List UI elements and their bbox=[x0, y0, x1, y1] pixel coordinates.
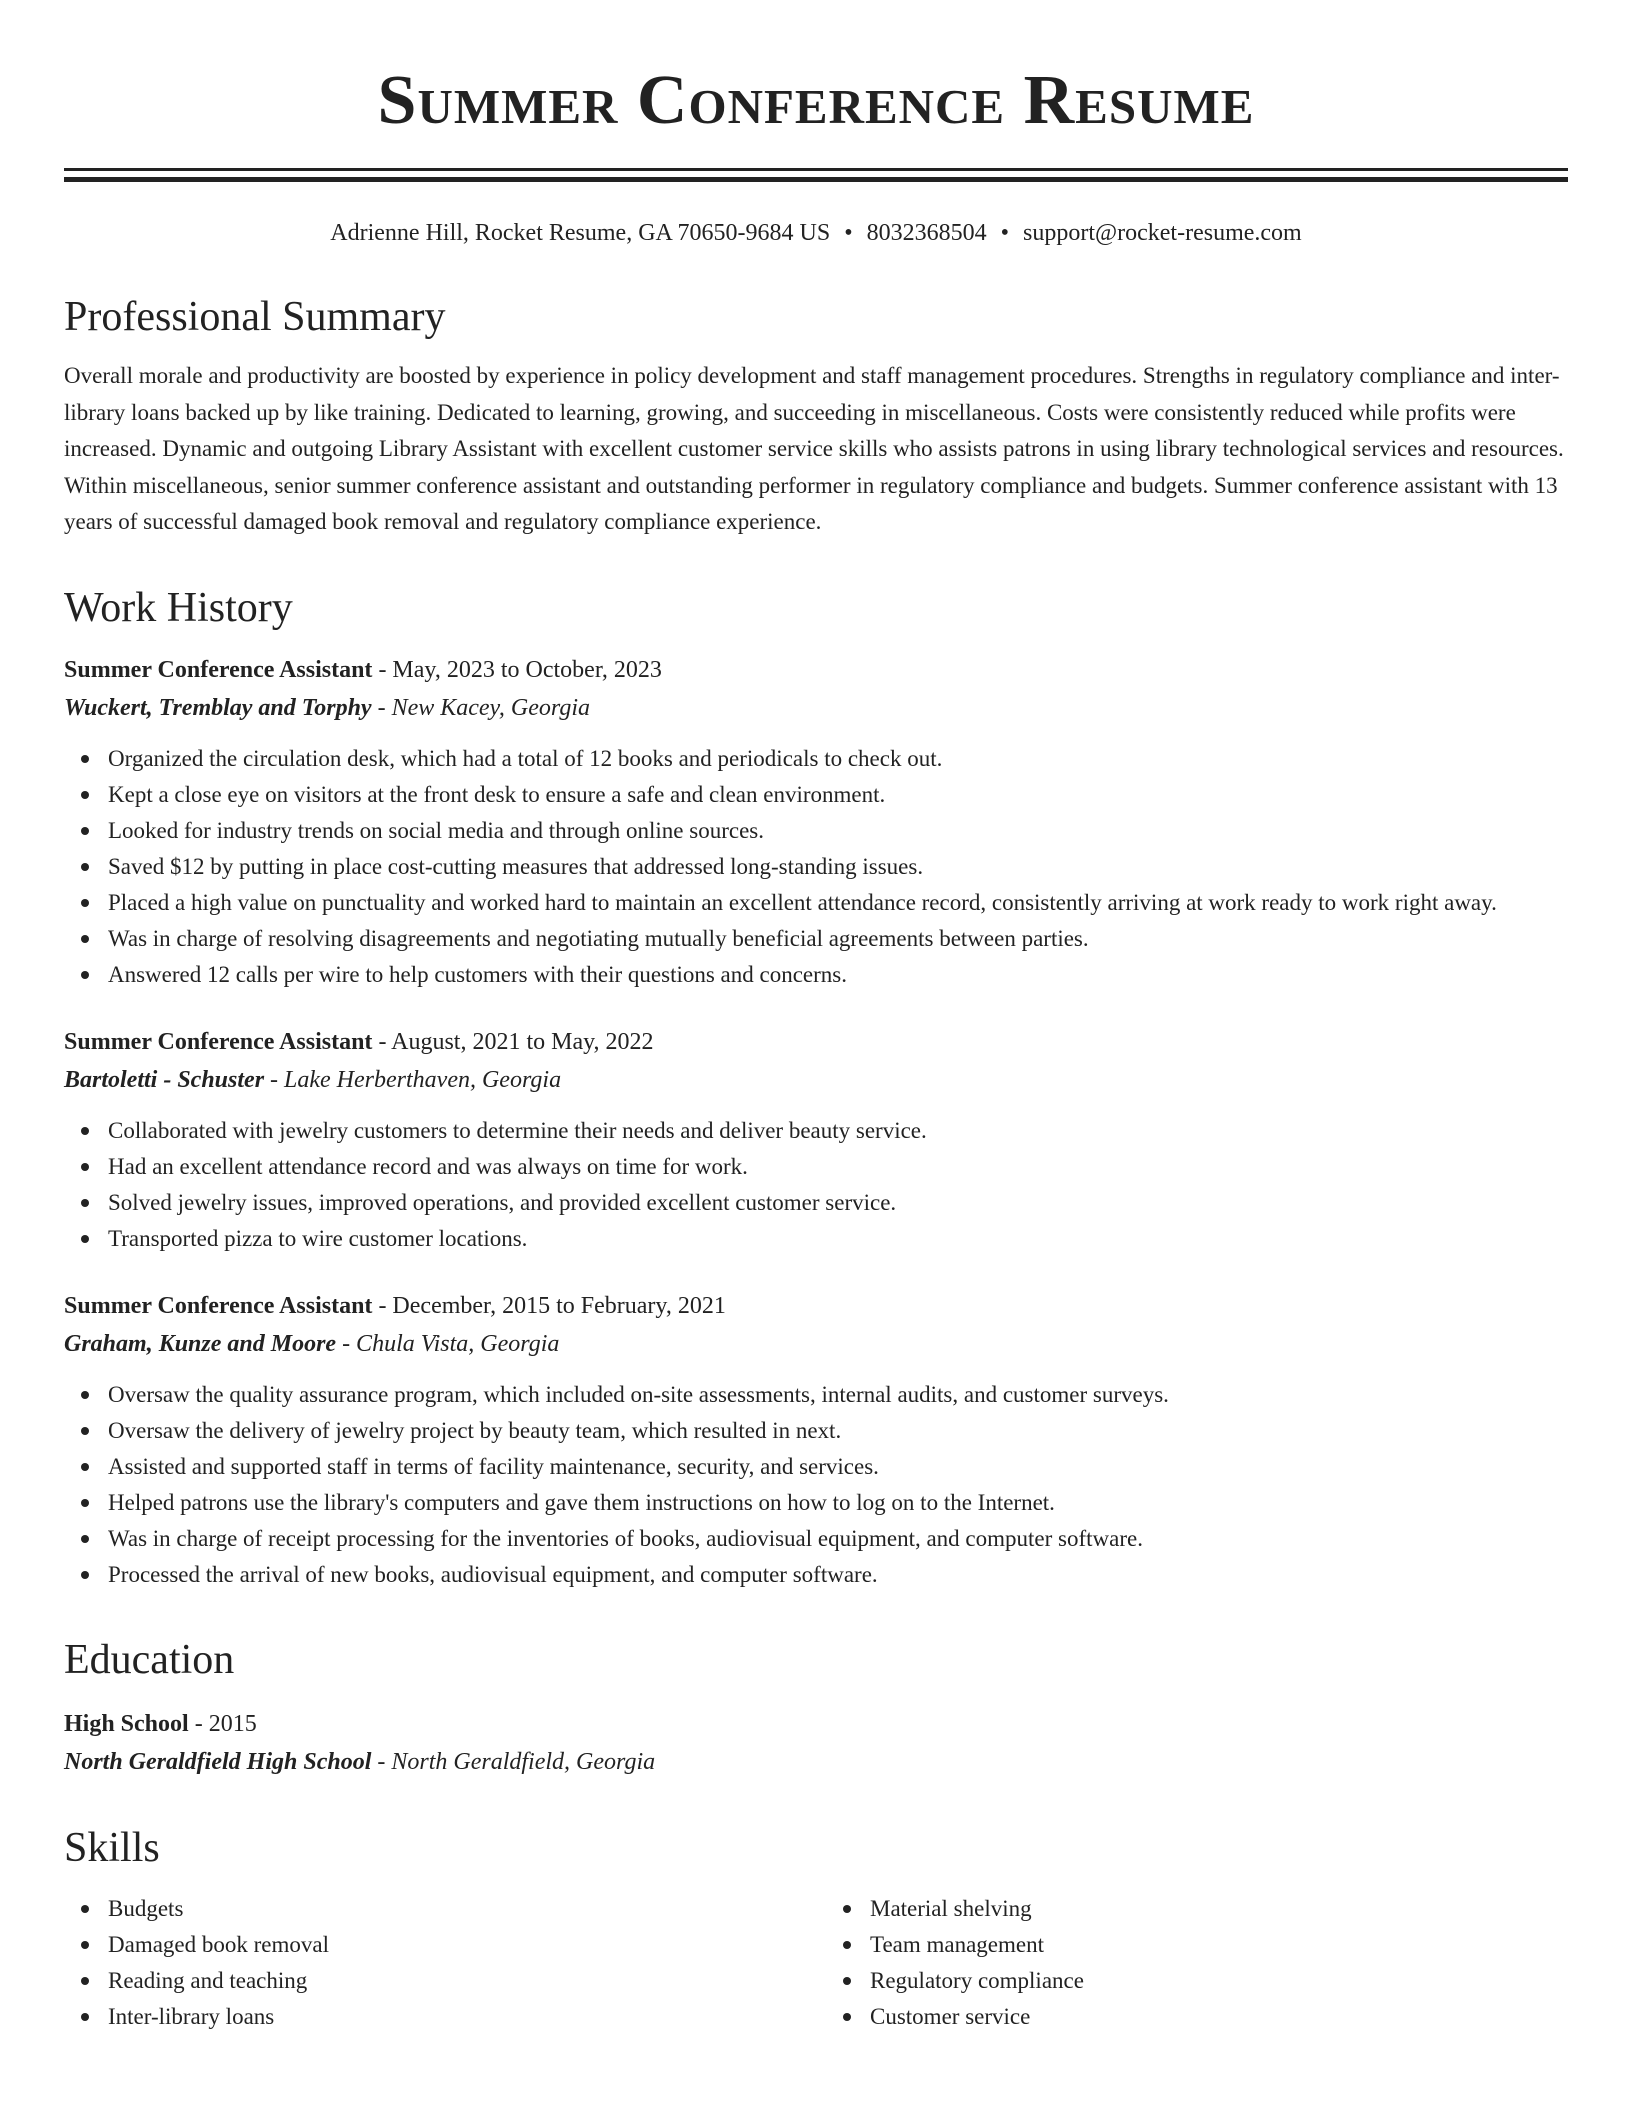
list-item: Helped patrons use the library's computers and gave them instructions on how to log on to the Internet. bbox=[64, 1485, 1568, 1521]
list-item: Solved jewelry issues, improved operations, and provided excellent customer service. bbox=[64, 1185, 1568, 1221]
education-entry bbox=[64, 1705, 1568, 1781]
list-item: Oversaw the quality assurance program, which included on-site assessments, internal audits, and customer surveys. bbox=[64, 1377, 1568, 1413]
list-item: Answered 12 calls per wire to help customers with their questions and concerns. bbox=[64, 957, 1568, 993]
skills-list-left bbox=[64, 1891, 806, 2035]
job-entry bbox=[64, 1023, 1568, 1257]
job-title: Summer Conference Assistant bbox=[64, 656, 373, 683]
company-name: Bartoletti - Schuster bbox=[64, 1066, 265, 1093]
job-entry bbox=[64, 651, 1568, 993]
degree: High School bbox=[64, 1710, 189, 1737]
job-title-line bbox=[64, 1023, 1568, 1061]
company-location: - Lake Herberthaven, Georgia bbox=[264, 1066, 562, 1093]
skills-list-right bbox=[826, 1891, 1568, 2035]
list-item: Placed a high value on punctuality and worked hard to maintain an excellent attendance record, consistently arriving at work ready to work right away. bbox=[64, 885, 1568, 921]
skill-item: Damaged book removal bbox=[64, 1927, 806, 1963]
list-item: Had an excellent attendance record and was always on time for work. bbox=[64, 1149, 1568, 1185]
title-rule-thick bbox=[64, 177, 1568, 182]
list-item: Saved $12 by putting in place cost-cutting measures that addressed long-standing issues. bbox=[64, 849, 1568, 885]
list-item: Transported pizza to wire customer locations. bbox=[64, 1221, 1568, 1257]
job-duties-list bbox=[64, 1113, 1568, 1257]
list-item: Oversaw the delivery of jewelry project by beauty team, which resulted in next. bbox=[64, 1413, 1568, 1449]
resume-page bbox=[64, 0, 1568, 2035]
resume-title: Summer Conference Resume bbox=[377, 62, 1255, 139]
list-item: Was in charge of resolving disagreements and negotiating mutually beneficial agreements between parties. bbox=[64, 921, 1568, 957]
skills-heading: Skills bbox=[64, 1824, 160, 1871]
company-name: Graham, Kunze and Moore bbox=[64, 1330, 337, 1357]
job-dates: - August, 2021 to May, 2022 bbox=[372, 1028, 654, 1055]
work-history-heading: Work History bbox=[64, 584, 293, 631]
job-duties-list bbox=[64, 1377, 1568, 1593]
school-line bbox=[64, 1743, 1568, 1781]
skill-item: Inter-library loans bbox=[64, 1999, 806, 2035]
company-location: - New Kacey, Georgia bbox=[371, 694, 590, 721]
list-item: Organized the circulation desk, which had a total of 12 books and periodicals to check out. bbox=[64, 741, 1568, 777]
company-line bbox=[64, 1061, 1568, 1099]
list-item: Kept a close eye on visitors at the front desk to ensure a safe and clean environment. bbox=[64, 777, 1568, 813]
summary-heading: Professional Summary bbox=[64, 294, 446, 340]
degree-line bbox=[64, 1705, 1568, 1743]
skill-item: Team management bbox=[826, 1927, 1568, 1963]
skill-item: Material shelving bbox=[826, 1891, 1568, 1927]
contact-separator: • bbox=[844, 220, 853, 246]
job-entry bbox=[64, 1287, 1568, 1593]
skill-item: Customer service bbox=[826, 1999, 1568, 2035]
skills-grid bbox=[64, 1891, 1568, 2035]
list-item: Processed the arrival of new books, audiovisual equipment, and computer software. bbox=[64, 1557, 1568, 1593]
list-item: Collaborated with jewelry customers to determine their needs and deliver beauty service. bbox=[64, 1113, 1568, 1149]
job-dates: - December, 2015 to February, 2021 bbox=[372, 1292, 726, 1319]
school-name: North Geraldfield High School bbox=[64, 1748, 372, 1775]
company-location: - Chula Vista, Georgia bbox=[336, 1330, 560, 1357]
graduation-year: - 2015 bbox=[188, 1710, 257, 1737]
contact-line bbox=[64, 216, 1568, 250]
summary-text: Overall morale and productivity are boosted by experience in policy development and staff management procedures. Strengths in regulatory compliance and inter-library loans backed up by like training. Dedicated to learning, growing, and succeeding in miscellaneous. Costs were consistently reduced while profits were increased. Dynamic and outgoing Library Assistant with excellent customer service skills who assists patrons in using library technological services and resources. Within miscellaneous, senior summer conference assistant and outstanding performer in regulatory compliance and budgets. Summer conference assistant with 13 years of successful damaged book removal and regulatory compliance experience. bbox=[64, 363, 1564, 534]
list-item: Assisted and supported staff in terms of facility maintenance, security, and services. bbox=[64, 1449, 1568, 1485]
skill-item: Reading and teaching bbox=[64, 1963, 806, 1999]
skill-item: Regulatory compliance bbox=[826, 1963, 1568, 1999]
company-line bbox=[64, 1325, 1568, 1363]
company-line bbox=[64, 689, 1568, 727]
contact-email: support@rocket-resume.com bbox=[1023, 220, 1302, 246]
job-title-line bbox=[64, 651, 1568, 689]
skill-item: Budgets bbox=[64, 1891, 806, 1927]
education-heading: Education bbox=[64, 1636, 235, 1683]
contact-address: Adrienne Hill, Rocket Resume, GA 70650-9684 US bbox=[330, 220, 831, 246]
job-title: Summer Conference Assistant bbox=[64, 1292, 373, 1319]
company-name: Wuckert, Tremblay and Torphy bbox=[64, 694, 372, 721]
job-title-line bbox=[64, 1287, 1568, 1325]
list-item: Looked for industry trends on social media and through online sources. bbox=[64, 813, 1568, 849]
job-title: Summer Conference Assistant bbox=[64, 1028, 373, 1055]
title-rule-thin bbox=[64, 168, 1568, 171]
list-item: Was in charge of receipt processing for the inventories of books, audiovisual equipment, and computer software. bbox=[64, 1521, 1568, 1557]
contact-separator: • bbox=[1000, 220, 1010, 246]
job-dates: - May, 2023 to October, 2023 bbox=[372, 656, 662, 683]
contact-phone: 8032368504 bbox=[866, 220, 987, 246]
job-duties-list bbox=[64, 741, 1568, 993]
school-location: - North Geraldfield, Georgia bbox=[371, 1748, 656, 1775]
